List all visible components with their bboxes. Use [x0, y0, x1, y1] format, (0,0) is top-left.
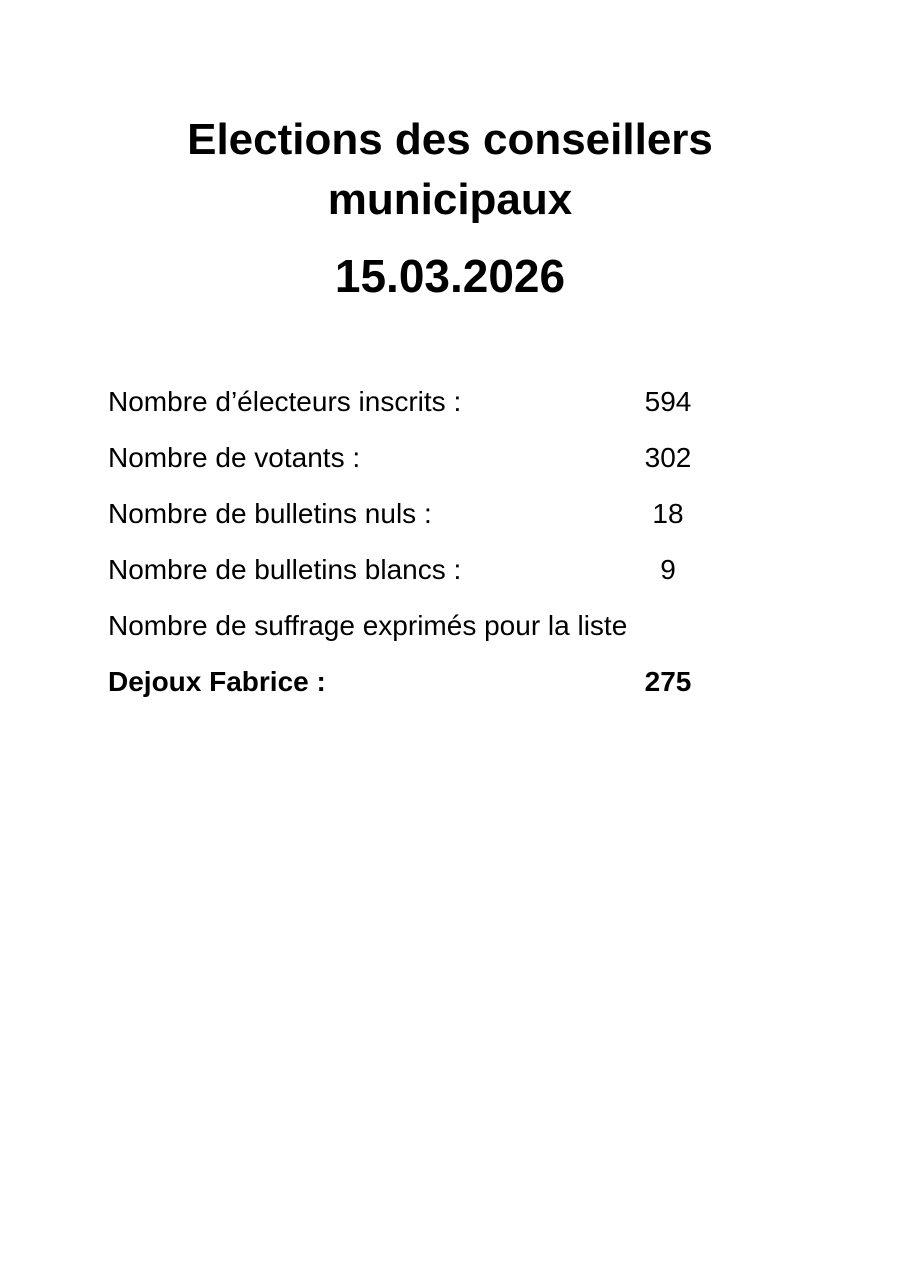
result-value: 275 — [644, 666, 692, 697]
election-date: 15.03.2026 — [334, 250, 566, 302]
result-row-null-ballots — [108, 492, 748, 548]
result-label: Nombre de bulletins blancs : — [108, 554, 462, 585]
document-header — [0, 110, 900, 306]
result-label: Dejoux Fabrice : — [108, 666, 326, 697]
results-list — [108, 380, 748, 716]
title-line-1: Elections des conseillers — [187, 115, 713, 164]
result-value: 9 — [660, 554, 676, 585]
result-value: 302 — [644, 442, 692, 473]
result-row-voters — [108, 436, 748, 492]
title-line-2: municipaux — [327, 175, 573, 224]
result-row-registered-voters — [108, 380, 748, 436]
result-value: 18 — [652, 498, 684, 529]
result-label: Nombre de suffrage exprimés pour la liste — [108, 610, 628, 641]
result-label: Nombre de votants : — [108, 442, 361, 473]
result-value: 594 — [644, 386, 692, 417]
result-row-blank-ballots — [108, 548, 748, 604]
result-row-list-dejoux-fabrice — [108, 660, 748, 716]
result-label: Nombre de bulletins nuls : — [108, 498, 432, 529]
result-row-expressed-votes-heading — [108, 604, 748, 660]
result-label: Nombre d’électeurs inscrits : — [108, 386, 462, 417]
